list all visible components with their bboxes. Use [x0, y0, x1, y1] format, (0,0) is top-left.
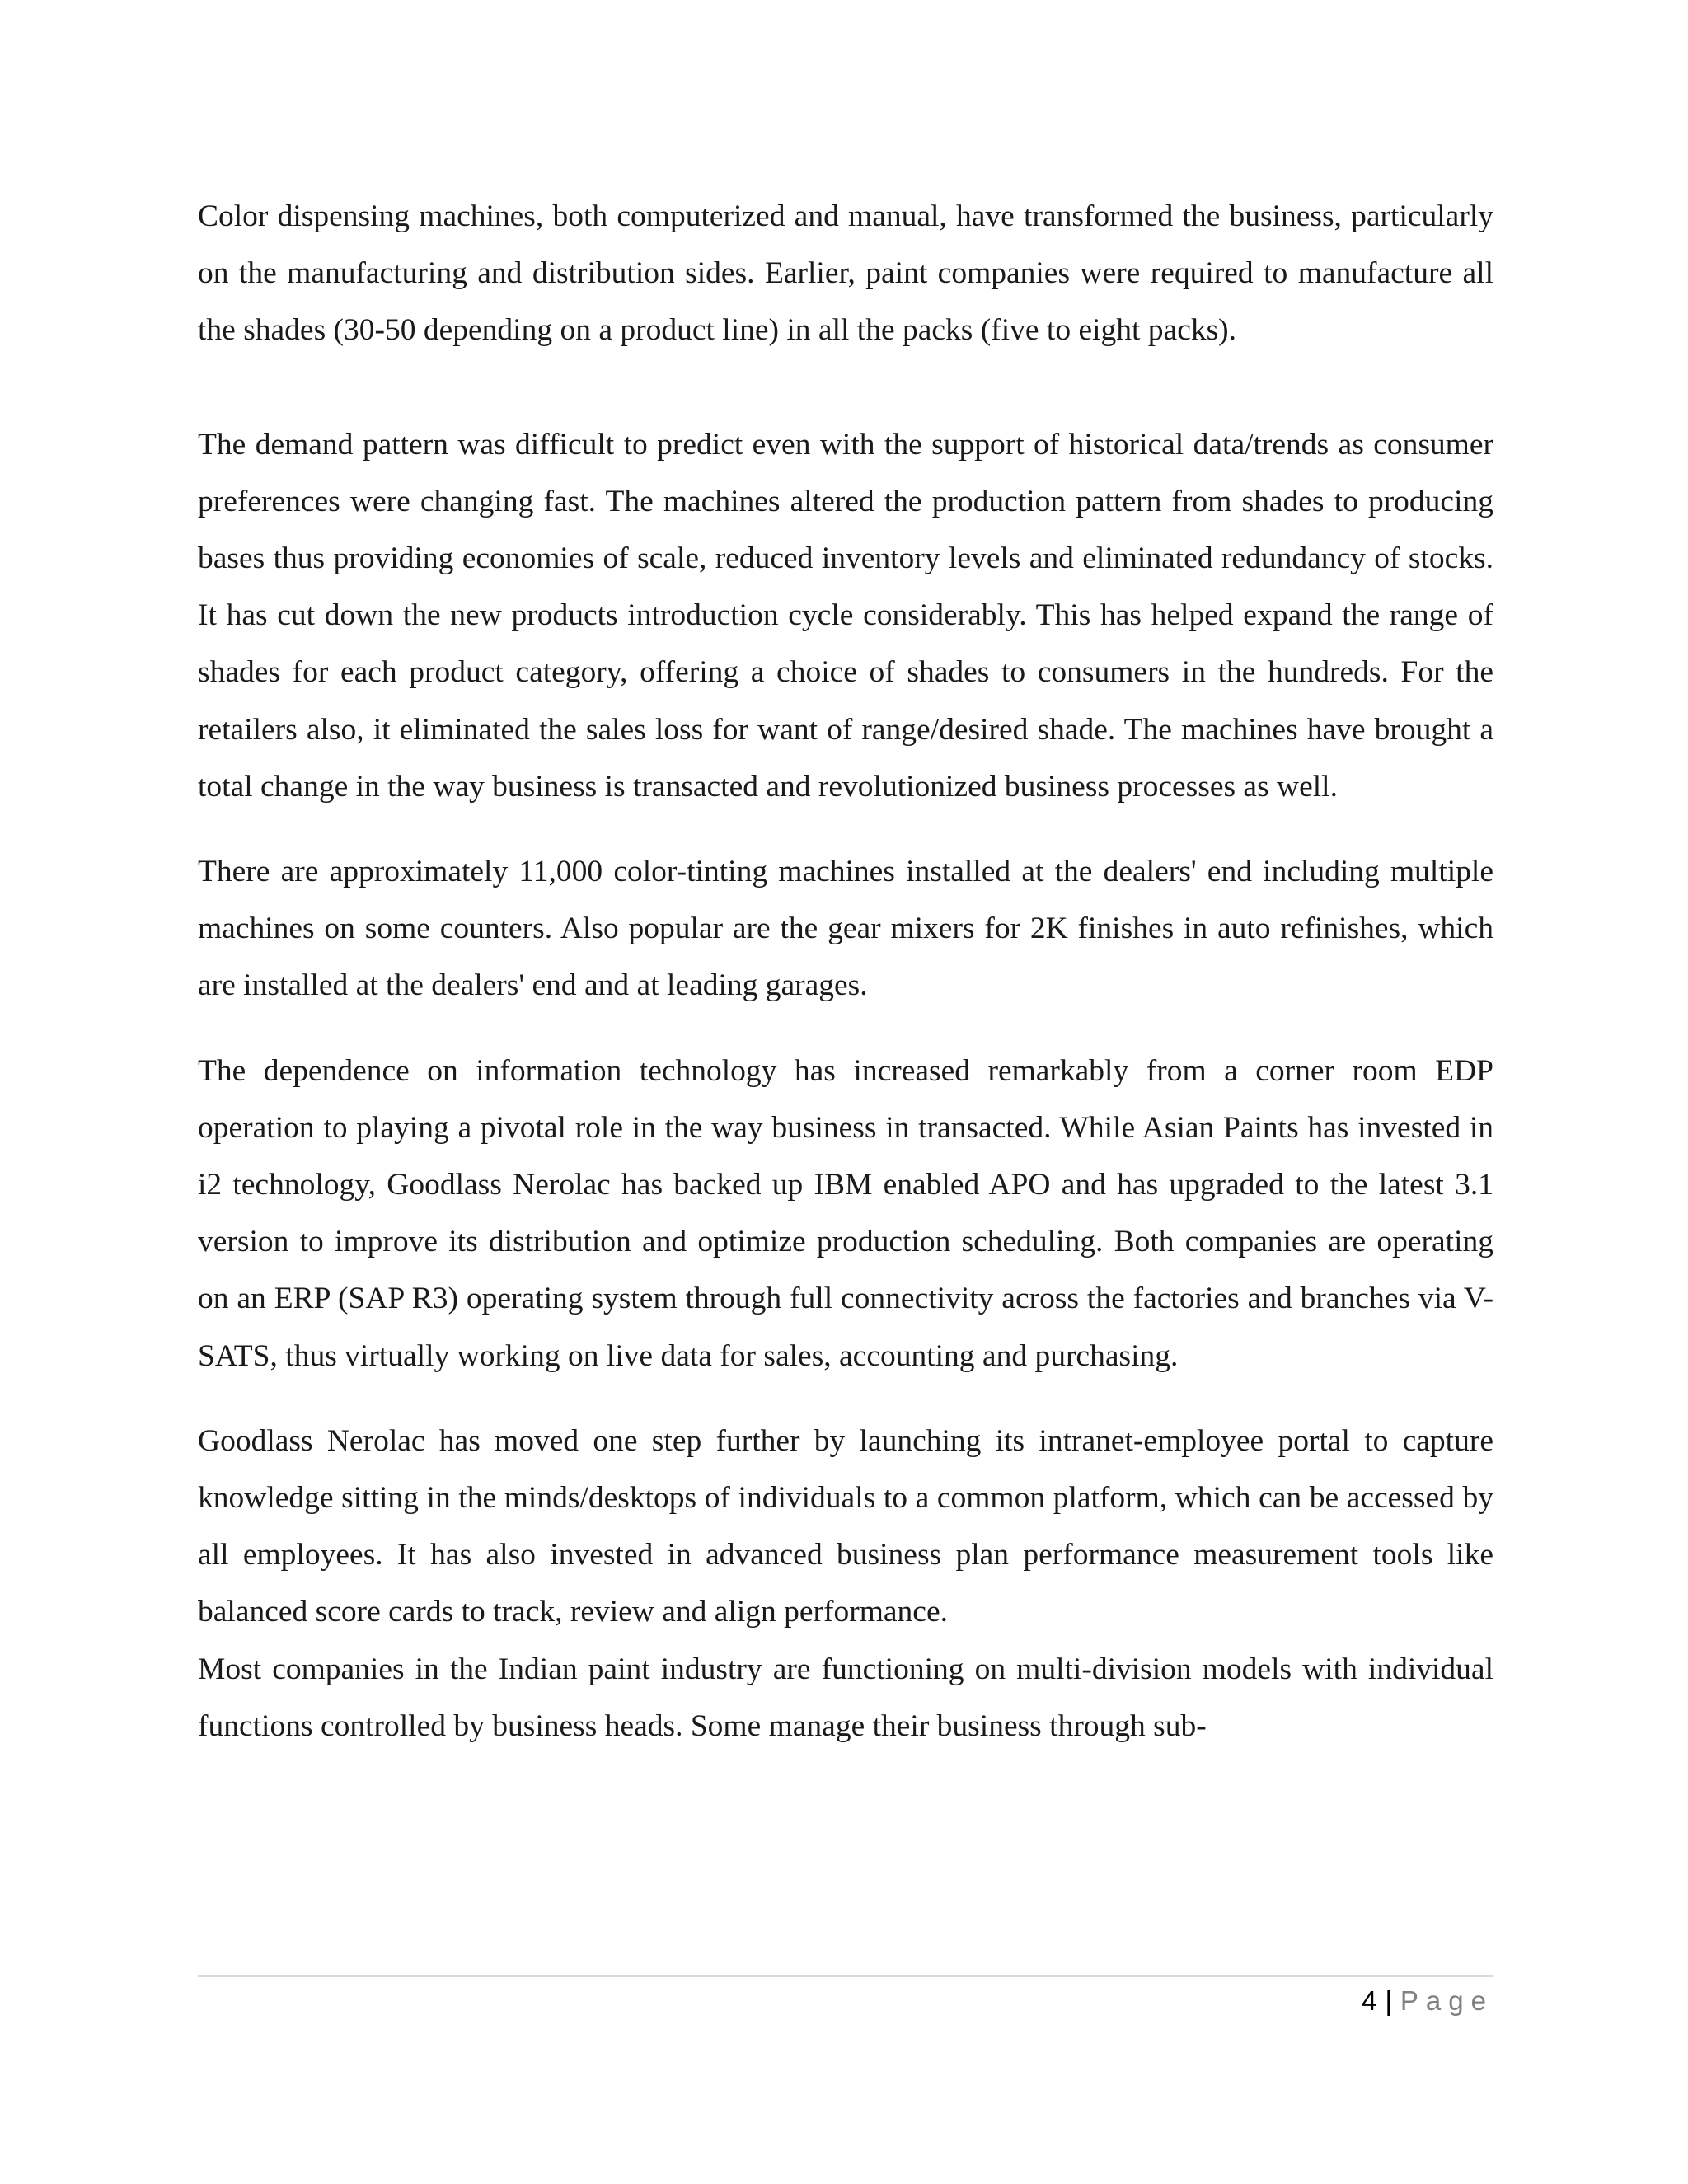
footer-divider: [198, 1975, 1493, 1977]
footer-separator: |: [1385, 1985, 1392, 2016]
page-footer: [1362, 1981, 1493, 2021]
page-label: Page: [1400, 1985, 1493, 2016]
page-number: 4: [1361, 1985, 1377, 2016]
paragraph-demand-pattern: The demand pattern was difficult to predict even with the support of historical data/trends as consumer preferences were changing fast. The machines altered the production pattern from shades to producing bases thus providing economies of scale, reduced inventory levels and eliminated redundancy of stocks. It has cut down the new products introduction cycle considerably. This has helped expand the range of shades for each product category, offering a choice of shades to consumers in the hundreds. For the retailers also, it eliminated the sales loss for want of range/desired shade. The machines have brought a total change in the way business is transacted and revolutionized business processes as well.: [198, 427, 1493, 804]
paragraph-multi-division: Most companies in the Indian paint industry are functioning on multi-division models with individual functions controlled by business heads. Some manage their business through sub-: [198, 1652, 1493, 1743]
paragraph-information-technology: The dependence on information technology has increased remarkably from a corner room EDP operation to playing a pivotal role in the way business in transacted. While Asian Paints has invested in i2 technology, Goodlass Nerolac has backed up IBM enabled APO and has upgraded to the latest 3.1 version to improve its distribution and optimize production scheduling. Both companies are operating on an ERP (SAP R3) operating system through full connectivity across the factories and branches via V-SATS, thus virtually working on live data for sales, accounting and purchasing.: [198, 1053, 1493, 1373]
body-text: [198, 188, 1493, 1755]
paragraph-color-dispensing: Color dispensing machines, both computerized and manual, have transformed the business, particularly on the manufacturing and distribution sides. Earlier, paint companies were required to manufacture all the shades (30-50 depending on a product line) in all the packs (five to eight packs).: [198, 199, 1493, 348]
paragraph-tinting-machines: There are approximately 11,000 color-tinting machines installed at the dealers' end including multiple machines on some counters. Also popular are the gear mixers for 2K finishes in auto refinishes, which are installed at the dealers' end and at leading garages.: [198, 855, 1493, 1003]
paragraph-intranet-portal: Goodlass Nerolac has moved one step further by launching its intranet-employee portal to capture knowledge sitting in the minds/desktops of individuals to a common platform, which can be accessed by all employees. It has also invested in advanced business plan performance measurement tools like balanced score cards to track, review and align performance.: [198, 1423, 1493, 1629]
